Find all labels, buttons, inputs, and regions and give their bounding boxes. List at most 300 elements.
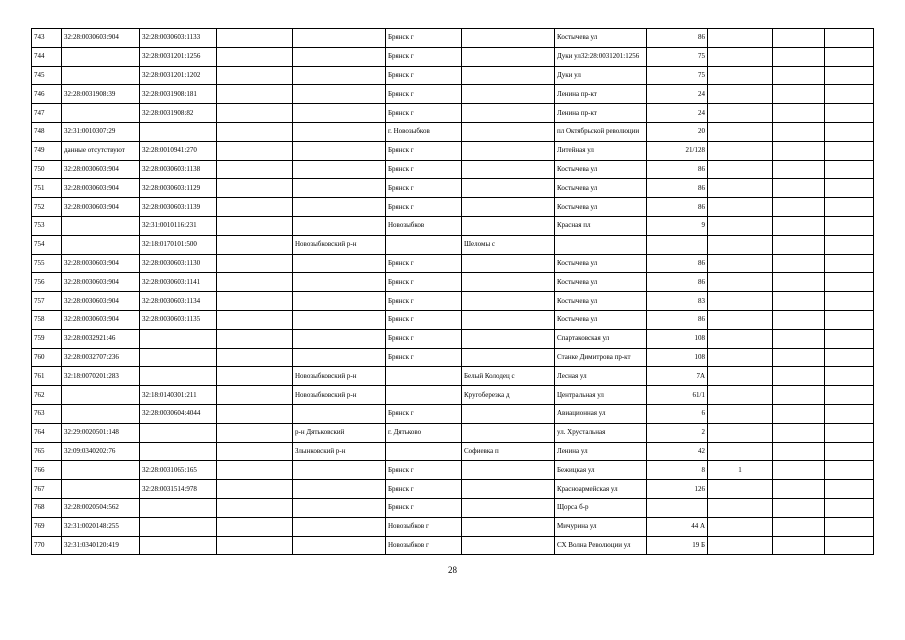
table-cell: Брянск г xyxy=(386,310,462,329)
table-cell: 32:18:0140301:211 xyxy=(140,386,217,405)
table-cell: 32:28:0032707:236 xyxy=(62,348,140,367)
table-cell xyxy=(825,404,874,423)
table-cell xyxy=(293,216,386,235)
table-cell: 770 xyxy=(32,536,62,555)
table-cell xyxy=(293,329,386,348)
table-cell: Костычева ул xyxy=(555,160,647,179)
table-cell: 32:28:0030603:1139 xyxy=(140,198,217,217)
table-cell: 32:31:0340120:419 xyxy=(62,536,140,555)
table-cell xyxy=(647,498,708,517)
table-cell xyxy=(708,216,773,235)
table-cell: 24 xyxy=(647,85,708,104)
table-cell: 32:28:0030603:1129 xyxy=(140,179,217,198)
table-cell: 126 xyxy=(647,480,708,499)
table-row xyxy=(32,386,874,405)
table-cell: 743 xyxy=(32,29,62,48)
table-cell: 32:28:0031514:978 xyxy=(140,480,217,499)
table-cell: 75 xyxy=(647,66,708,85)
table-cell xyxy=(140,122,217,141)
table-cell xyxy=(217,85,293,104)
table-cell: 7А xyxy=(647,367,708,386)
table-cell xyxy=(217,329,293,348)
table-cell: 760 xyxy=(32,348,62,367)
table-cell: Новозыбков xyxy=(386,216,462,235)
table-row xyxy=(32,29,874,48)
table-cell: 32:28:0031201:1202 xyxy=(140,66,217,85)
table-cell: Костычева ул xyxy=(555,310,647,329)
table-cell: р-н Дятьковский xyxy=(293,423,386,442)
table-cell: 32:31:0020148:255 xyxy=(62,517,140,536)
table-cell xyxy=(293,104,386,123)
table-cell xyxy=(293,480,386,499)
table-cell xyxy=(773,66,825,85)
table-cell: 762 xyxy=(32,386,62,405)
table-cell xyxy=(708,198,773,217)
table-cell: 32:18:0170101:500 xyxy=(140,235,217,254)
table-cell: 86 xyxy=(647,310,708,329)
table-cell: 32:28:0030603:1135 xyxy=(140,310,217,329)
table-cell xyxy=(386,235,462,254)
table-cell: 108 xyxy=(647,329,708,348)
table-cell xyxy=(293,404,386,423)
table-cell xyxy=(462,536,555,555)
table-cell xyxy=(708,536,773,555)
table-cell: 32:28:0030603:1134 xyxy=(140,292,217,311)
table-cell xyxy=(217,104,293,123)
table-cell xyxy=(293,66,386,85)
table-cell: 86 xyxy=(647,273,708,292)
table-cell: Брянск г xyxy=(386,179,462,198)
table-cell xyxy=(462,310,555,329)
table-cell xyxy=(293,85,386,104)
table-cell xyxy=(293,29,386,48)
table-cell xyxy=(462,47,555,66)
table-cell: 32:28:0031201:1256 xyxy=(140,47,217,66)
table-cell: Новозыбков г xyxy=(386,536,462,555)
table-cell xyxy=(825,29,874,48)
table-cell xyxy=(825,254,874,273)
table-cell xyxy=(217,141,293,160)
table-cell xyxy=(140,423,217,442)
table-cell xyxy=(217,235,293,254)
table-cell: 32:28:0010941:270 xyxy=(140,141,217,160)
table-cell xyxy=(462,85,555,104)
table-row xyxy=(32,47,874,66)
table-cell: 44 А xyxy=(647,517,708,536)
table-cell xyxy=(773,273,825,292)
table-cell: Костычева ул xyxy=(555,179,647,198)
table-cell xyxy=(708,235,773,254)
table-cell: Костычева ул xyxy=(555,254,647,273)
table-cell: 32:31:0010116:231 xyxy=(140,216,217,235)
table-cell xyxy=(217,517,293,536)
table-cell xyxy=(773,367,825,386)
table-cell xyxy=(708,254,773,273)
table-cell xyxy=(293,198,386,217)
table-cell: 769 xyxy=(32,517,62,536)
table-cell xyxy=(62,104,140,123)
table-cell: Ленина пр-кт xyxy=(555,104,647,123)
table-cell: 32:28:0031908:181 xyxy=(140,85,217,104)
table-cell: Новозыбковский р-н xyxy=(293,386,386,405)
table-cell xyxy=(773,141,825,160)
table-cell xyxy=(825,329,874,348)
table-cell: 2 xyxy=(647,423,708,442)
table-cell: 86 xyxy=(647,198,708,217)
table-cell xyxy=(708,104,773,123)
table-cell xyxy=(773,160,825,179)
table-cell xyxy=(708,498,773,517)
table-cell xyxy=(555,235,647,254)
table-cell xyxy=(825,235,874,254)
table-cell: 9 xyxy=(647,216,708,235)
table-cell: 32:28:0030603:904 xyxy=(62,198,140,217)
table-cell: 86 xyxy=(647,29,708,48)
table-cell: Красноармейская ул xyxy=(555,480,647,499)
table-cell xyxy=(217,273,293,292)
table-row xyxy=(32,273,874,292)
table-cell xyxy=(217,292,293,311)
table-row xyxy=(32,198,874,217)
table-cell: 32:28:0030603:1133 xyxy=(140,29,217,48)
table-cell xyxy=(462,254,555,273)
table-cell xyxy=(708,442,773,461)
table-cell xyxy=(825,292,874,311)
table-cell: 759 xyxy=(32,329,62,348)
table-cell: 32:28:0030603:904 xyxy=(62,310,140,329)
table-cell xyxy=(293,536,386,555)
table-cell: 750 xyxy=(32,160,62,179)
table-cell: Белый Колодец с xyxy=(462,367,555,386)
table-cell xyxy=(217,310,293,329)
table-cell xyxy=(773,442,825,461)
table-cell xyxy=(217,480,293,499)
table-cell xyxy=(462,104,555,123)
table-cell xyxy=(708,367,773,386)
table-cell xyxy=(825,367,874,386)
table-cell: 752 xyxy=(32,198,62,217)
table-cell: 745 xyxy=(32,66,62,85)
table-cell xyxy=(462,216,555,235)
table-cell xyxy=(825,386,874,405)
table-cell xyxy=(462,329,555,348)
table-row xyxy=(32,141,874,160)
table-cell: 746 xyxy=(32,85,62,104)
table-cell: 32:29:0020501:148 xyxy=(62,423,140,442)
table-cell xyxy=(773,329,825,348)
table-cell xyxy=(217,536,293,555)
table-cell: 32:28:0030603:904 xyxy=(62,179,140,198)
table-cell: Бежицкая ул xyxy=(555,461,647,480)
table-cell: Новозыбковский р-н xyxy=(293,367,386,386)
table-cell xyxy=(825,47,874,66)
table-cell: 767 xyxy=(32,480,62,499)
table-cell xyxy=(708,29,773,48)
table-cell: Новозыбковский р-н xyxy=(293,235,386,254)
table-cell xyxy=(217,254,293,273)
table-cell xyxy=(293,254,386,273)
table-cell xyxy=(773,461,825,480)
table-cell xyxy=(708,122,773,141)
table-cell xyxy=(825,85,874,104)
table-cell xyxy=(773,423,825,442)
table-cell xyxy=(773,517,825,536)
table-cell xyxy=(773,122,825,141)
table-cell xyxy=(140,442,217,461)
table-cell xyxy=(708,310,773,329)
table-cell: 32:28:0030603:904 xyxy=(62,273,140,292)
table-cell: 32:31:0010307:29 xyxy=(62,122,140,141)
table-row xyxy=(32,66,874,85)
table-cell xyxy=(217,423,293,442)
table-row xyxy=(32,367,874,386)
table-cell: 32:28:0030603:904 xyxy=(62,160,140,179)
table-cell xyxy=(293,517,386,536)
table-cell xyxy=(708,348,773,367)
table-cell: 764 xyxy=(32,423,62,442)
table-cell xyxy=(293,141,386,160)
table-cell xyxy=(217,29,293,48)
table-cell xyxy=(140,348,217,367)
table-cell: Литейная ул xyxy=(555,141,647,160)
table-cell: 32:28:0030603:1130 xyxy=(140,254,217,273)
table-cell xyxy=(708,66,773,85)
table-cell xyxy=(773,179,825,198)
table-cell: 747 xyxy=(32,104,62,123)
table-cell xyxy=(773,480,825,499)
table-cell: Новозыбков г xyxy=(386,517,462,536)
table-cell: 1 xyxy=(708,461,773,480)
table-cell xyxy=(825,536,874,555)
table-cell xyxy=(293,310,386,329)
table-cell: Шеломы с xyxy=(462,235,555,254)
table-cell: 32:28:0030603:904 xyxy=(62,29,140,48)
table-cell xyxy=(647,235,708,254)
table-cell: Ленина ул xyxy=(555,442,647,461)
table-cell xyxy=(293,160,386,179)
table-cell xyxy=(293,122,386,141)
table-cell: Брянск г xyxy=(386,198,462,217)
table-cell: Костычева ул xyxy=(555,29,647,48)
table-cell xyxy=(825,179,874,198)
table-cell: 19 Б xyxy=(647,536,708,555)
table-cell xyxy=(293,348,386,367)
table-cell xyxy=(140,367,217,386)
table-cell: 761 xyxy=(32,367,62,386)
table-row xyxy=(32,461,874,480)
table-cell: Ленина пр-кт xyxy=(555,85,647,104)
table-cell: 42 xyxy=(647,442,708,461)
table-cell xyxy=(708,386,773,405)
table-cell: 748 xyxy=(32,122,62,141)
table-row xyxy=(32,179,874,198)
table-cell: 86 xyxy=(647,254,708,273)
table-cell xyxy=(462,29,555,48)
table-cell xyxy=(217,47,293,66)
table-cell xyxy=(293,273,386,292)
table-cell: Брянск г xyxy=(386,66,462,85)
table-cell: Брянск г xyxy=(386,29,462,48)
table-cell: Брянск г xyxy=(386,160,462,179)
table-cell: Брянск г xyxy=(386,47,462,66)
table-cell: 86 xyxy=(647,160,708,179)
table-row xyxy=(32,442,874,461)
table-cell xyxy=(825,66,874,85)
table-cell: 744 xyxy=(32,47,62,66)
table-cell: Лесная ул xyxy=(555,367,647,386)
table-cell xyxy=(825,461,874,480)
table-cell: 753 xyxy=(32,216,62,235)
table-cell xyxy=(62,66,140,85)
table-cell xyxy=(825,310,874,329)
table-cell xyxy=(62,404,140,423)
table-cell: Дуки ул32:28:0031201:1256 xyxy=(555,47,647,66)
table-cell: 754 xyxy=(32,235,62,254)
table-cell xyxy=(217,461,293,480)
table-cell xyxy=(386,367,462,386)
table-cell xyxy=(62,461,140,480)
table-row xyxy=(32,122,874,141)
table-row xyxy=(32,536,874,555)
table-cell xyxy=(62,216,140,235)
table-cell: Авиационная ул xyxy=(555,404,647,423)
table-cell: Брянск г xyxy=(386,404,462,423)
page-number: 28 xyxy=(448,565,457,575)
table-cell xyxy=(773,348,825,367)
table-cell: 758 xyxy=(32,310,62,329)
table-cell xyxy=(62,480,140,499)
table-cell xyxy=(708,292,773,311)
table-cell: 108 xyxy=(647,348,708,367)
table-cell xyxy=(825,104,874,123)
table-cell xyxy=(773,292,825,311)
table-cell xyxy=(462,423,555,442)
table-cell xyxy=(773,47,825,66)
table-cell xyxy=(825,498,874,517)
table-row xyxy=(32,85,874,104)
table-cell xyxy=(773,216,825,235)
table-cell xyxy=(462,480,555,499)
table-row xyxy=(32,104,874,123)
table-cell xyxy=(708,329,773,348)
table-cell: г. Дятьково xyxy=(386,423,462,442)
table-cell xyxy=(708,85,773,104)
table-row xyxy=(32,254,874,273)
table-cell xyxy=(773,536,825,555)
table-cell xyxy=(708,423,773,442)
table-body xyxy=(32,29,874,555)
table-cell xyxy=(708,480,773,499)
table-cell: 6 xyxy=(647,404,708,423)
table-cell: СХ Волна Революции ул xyxy=(555,536,647,555)
table-row xyxy=(32,517,874,536)
table-cell: 32:28:0030603:904 xyxy=(62,292,140,311)
table-row xyxy=(32,423,874,442)
table-cell: 61/1 xyxy=(647,386,708,405)
table-cell: Брянск г xyxy=(386,348,462,367)
table-cell: 32:28:0030603:904 xyxy=(62,254,140,273)
table-cell xyxy=(462,198,555,217)
table-cell xyxy=(462,461,555,480)
table-cell xyxy=(825,141,874,160)
table-cell: Брянск г xyxy=(386,480,462,499)
table-cell: Дуки ул xyxy=(555,66,647,85)
table-cell xyxy=(708,47,773,66)
table-cell xyxy=(462,160,555,179)
table-cell: Станке Димитрова пр-кт xyxy=(555,348,647,367)
table-cell: ул. Хрустальная xyxy=(555,423,647,442)
table-cell xyxy=(708,141,773,160)
table-cell xyxy=(386,442,462,461)
table-cell: 32:28:0030603:1141 xyxy=(140,273,217,292)
table-cell xyxy=(773,104,825,123)
table-row xyxy=(32,216,874,235)
table-cell xyxy=(708,273,773,292)
table-cell: Брянск г xyxy=(386,329,462,348)
table-cell xyxy=(773,498,825,517)
table-cell: 83 xyxy=(647,292,708,311)
table-cell: 751 xyxy=(32,179,62,198)
table-cell: Костычева ул xyxy=(555,273,647,292)
table-cell xyxy=(293,461,386,480)
table-cell xyxy=(825,517,874,536)
table-row xyxy=(32,498,874,517)
table-cell xyxy=(825,348,874,367)
table-cell: 32:28:0030604:4044 xyxy=(140,404,217,423)
table-cell: 32:28:0031908:39 xyxy=(62,85,140,104)
table-cell: Брянск г xyxy=(386,85,462,104)
table-cell xyxy=(462,122,555,141)
table-cell: 755 xyxy=(32,254,62,273)
table-cell: Спартаковская ул xyxy=(555,329,647,348)
table-cell: 768 xyxy=(32,498,62,517)
table-cell: Брянск г xyxy=(386,141,462,160)
table-cell: Костычева ул xyxy=(555,292,647,311)
table-cell: Красная пл xyxy=(555,216,647,235)
table-cell: 32:28:0031908:82 xyxy=(140,104,217,123)
table-cell xyxy=(708,517,773,536)
table-cell: Центральная ул xyxy=(555,386,647,405)
table-cell xyxy=(386,386,462,405)
table-cell: Брянск г xyxy=(386,273,462,292)
table-cell: 749 xyxy=(32,141,62,160)
table-cell: 32:09:0340202:76 xyxy=(62,442,140,461)
table-cell: пл Октябрьской революции xyxy=(555,122,647,141)
table-cell xyxy=(140,329,217,348)
table-cell: Злынковский р-н xyxy=(293,442,386,461)
table-cell: Костычева ул xyxy=(555,198,647,217)
table-cell xyxy=(462,517,555,536)
table-cell: 20 xyxy=(647,122,708,141)
table-cell xyxy=(217,198,293,217)
table-cell xyxy=(462,66,555,85)
table-cell: 763 xyxy=(32,404,62,423)
table-cell: Брянск г xyxy=(386,292,462,311)
table-cell xyxy=(708,404,773,423)
table-cell xyxy=(217,348,293,367)
table-row xyxy=(32,160,874,179)
table-cell: Брянск г xyxy=(386,498,462,517)
table-cell xyxy=(825,216,874,235)
table-cell: 32:28:0030603:1138 xyxy=(140,160,217,179)
table-cell: Брянск г xyxy=(386,104,462,123)
table-cell xyxy=(773,310,825,329)
table-cell: 21/128 xyxy=(647,141,708,160)
table-cell xyxy=(293,179,386,198)
table-cell: 32:28:0032921:46 xyxy=(62,329,140,348)
table-cell xyxy=(217,404,293,423)
table-cell xyxy=(773,198,825,217)
